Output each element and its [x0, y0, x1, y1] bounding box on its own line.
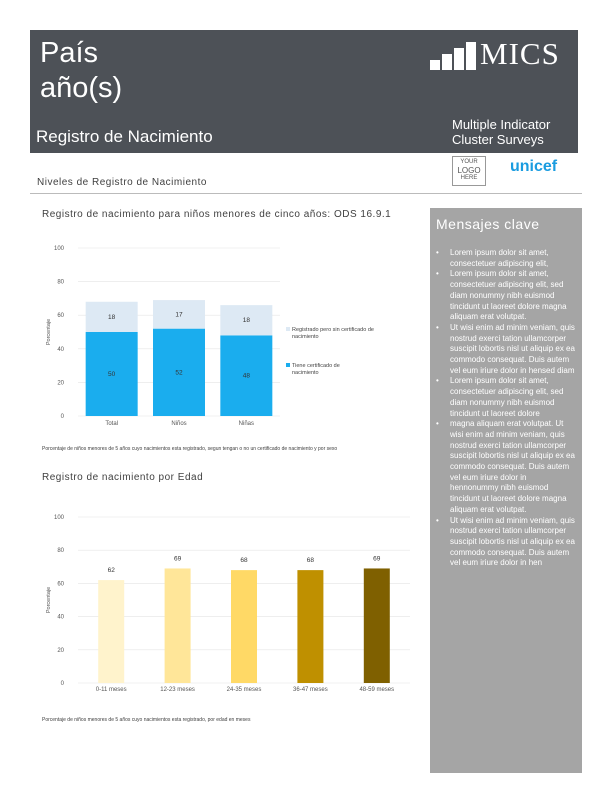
chart1-data-label: 52: [175, 369, 183, 377]
key-message-item: • Lorem ipsum dolor sit amet, consectetuer adipiscing elit, sed diam nonummy nibh euismod tincidunt ut laoreet dolore: [434, 376, 576, 419]
mics-logo-bar: [442, 54, 452, 70]
chart2-x-tick-label: 24-35 meses: [226, 687, 262, 693]
chart1-data-label: 18: [242, 317, 250, 325]
chart2-svg: [40, 505, 420, 705]
logo-placeholder: [452, 156, 486, 186]
mics-logo: [430, 38, 570, 72]
chart2-x-tick-label: 0-11 meses: [95, 687, 127, 693]
unicef-logo: unicef: [510, 158, 558, 175]
chart2-data-label: 68: [306, 557, 315, 565]
chart2-data-label: 69: [373, 555, 381, 563]
chart1-y-axis-title: Porcentaje: [46, 318, 52, 346]
chart1-y-tick-label: 40: [57, 346, 64, 353]
chart1-y-tick-label: 20: [57, 380, 64, 387]
chart1-legend-label: Registrado pero sin certificado de: [292, 327, 374, 333]
chart2-y-tick-label: 100: [53, 515, 64, 521]
chart2-data-label: 62: [107, 567, 115, 575]
chart2-bar: [231, 570, 257, 683]
mics-logo-bar: [454, 48, 464, 70]
chart1-legend-label: nacimiento: [292, 334, 319, 340]
key-message-item: • Lorem ipsum dolor sit amet, consectetuer adipiscing elit, sed diam nonummy nibh euismod tincidunt ut laoreet dolore magna aliquam erat volutpat.: [434, 269, 576, 323]
logo-placeholder-text: HERE: [460, 175, 478, 181]
mics-full-name-line: Multiple Indicator: [452, 117, 551, 132]
logo-placeholder-text: LOGO: [457, 166, 481, 175]
chart2-y-axis-title: Porcentaje: [46, 586, 52, 614]
section-title: Niveles de Registro de Nacimiento: [37, 177, 207, 188]
chart1-y-tick-label: 80: [57, 279, 64, 286]
chart2-y-tick-label: 40: [57, 614, 64, 621]
chart1-legend-label: Tiene certificado de: [292, 363, 340, 369]
mics-logo-bar: [466, 42, 476, 70]
chart1-legend-label: nacimiento: [292, 370, 319, 376]
chart2-bar: [165, 568, 191, 683]
key-message-item: • magna aliquam erat volutpat. Ut wisi enim ad minim veniam, quis nostrud exerci tation ullamcorper suscipit lobortis nisl ut aliquip ex ea commodo consequat. Duis autem vel eum iriure dolor in hennonummy nibh euismod tincidunt ut laoreet dolore magna aliquam erat volutpat.: [434, 419, 576, 515]
chart2-note: Porcentaje de niños menores de 5 años cuyo nacimientos esta registrado, por edad en meses: [42, 717, 251, 723]
key-messages-list: [434, 248, 576, 569]
chart1-note: Porcentaje de niños menores de 5 años cuyo nacimientos esta registrado, segun tengan o no un certificado de nacimiento y por sexo: [42, 446, 338, 452]
chart2-data-label: 69: [173, 555, 182, 563]
chart1-x-tick-label: Niñas: [238, 421, 255, 427]
chart2-y-tick-label: 0: [60, 681, 64, 687]
chart2-x-tick-label: 48-59 meses: [359, 687, 395, 693]
chart2-bar: [364, 568, 390, 683]
chart1-data-label: 48: [242, 372, 250, 380]
chart2-y-tick-label: 80: [57, 548, 64, 555]
chart1-legend-swatch: [286, 363, 290, 367]
report-header: [30, 30, 578, 153]
chart2-x-tick-label: 12-23 meses: [160, 687, 195, 693]
chart2-y-tick-label: 60: [57, 581, 64, 588]
chart1-data-label: 50: [108, 371, 116, 378]
mics-logo-bar: [430, 60, 440, 70]
logo-placeholder-text: YOUR: [460, 159, 478, 165]
chart1-title: Registro de nacimiento para niños menores de cinco años: ODS 16.9.1: [42, 209, 392, 220]
title-country: País: [40, 37, 99, 69]
key-messages-panel: [430, 208, 582, 773]
chart2-x-tick-label: 36-47 meses: [293, 687, 328, 693]
title-years: año(s): [40, 72, 123, 104]
chart1-data-label: 17: [175, 311, 183, 319]
chart1-y-tick-label: 100: [53, 246, 64, 252]
page-title: [40, 36, 122, 106]
key-message-item: • Ut wisi enim ad minim veniam, quis nostrud exerci tation ullamcorper suscipit lobortis nisl ut aliquip ex ea commodo consequat. Duis autem vel eum iriure dolor in hensed diam: [434, 323, 576, 377]
chart1-x-tick-label: Niños: [171, 421, 187, 427]
chart2-bar: [98, 580, 124, 683]
chart1-legend-swatch: [286, 327, 290, 331]
chart1-y-tick-label: 0: [60, 414, 64, 420]
chart2-bar: [297, 570, 323, 683]
mics-full-name: [452, 117, 570, 147]
chart1-data-label: 18: [108, 313, 116, 321]
chart1-svg: [40, 236, 420, 436]
chart1-y-tick-label: 60: [57, 313, 64, 320]
mics-logo-text: MICS: [480, 36, 560, 71]
key-messages-heading: Mensajes clave: [436, 216, 540, 232]
key-message-item: • Lorem ipsum dolor sit amet, consectetuer adipiscing elit,: [434, 248, 576, 269]
chart1-x-tick-label: Total: [105, 421, 119, 427]
chart2-title: Registro de nacimiento por Edad: [42, 472, 204, 483]
key-message-item: • Ut wisi enim ad minim veniam, quis nostrud exerci tation ullamcorper suscipit lobortis nisl ut aliquip ex ea commodo consequat. Duis autem vel eum iriure dolor in hen: [434, 516, 576, 570]
mics-full-name-line: Cluster Surveys: [452, 132, 544, 147]
page-subtitle: Registro de Nacimiento: [36, 127, 213, 146]
chart2-data-label: 68: [240, 557, 248, 565]
divider: [30, 193, 582, 194]
chart2-y-tick-label: 20: [57, 647, 64, 654]
